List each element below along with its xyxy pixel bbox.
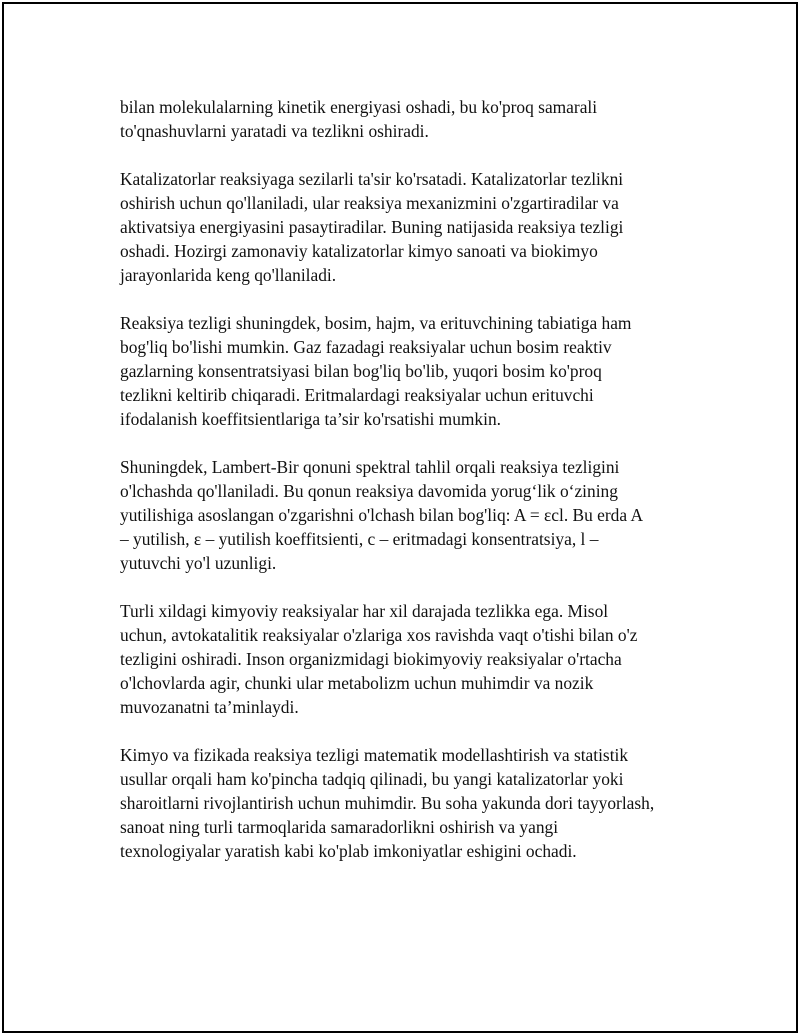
text-line: to'qnashuvlarni yaratadi va tezlikni oshiradi. bbox=[120, 121, 429, 141]
text-line: o'lchovlarda agir, chunki ular metabolizm uchun muhimdir va nozik bbox=[120, 673, 594, 693]
text-line: oshadi. Hozirgi zamonaviy katalizatorlar kimyo sanoati va biokimyo bbox=[120, 241, 598, 261]
paragraph-4 bbox=[120, 455, 710, 575]
text-line: yutilishiga asoslangan o'zgarishni o'lchash bilan bog'liq: A = εcl. Bu erda A bbox=[120, 505, 644, 525]
text-line: ifodalanish koeffitsientlariga ta’sir ko'rsatishi mumkin. bbox=[120, 409, 501, 429]
text-line: muvozanatni ta’minlaydi. bbox=[120, 697, 299, 717]
text-line: Shuningdek, Lambert-Bir qonuni spektral tahlil orqali reaksiya tezligini bbox=[120, 457, 620, 477]
text-line: sanoat ning turli tarmoqlarida samaradorlikni oshirish va yangi bbox=[120, 817, 559, 837]
paragraph-5 bbox=[120, 599, 710, 719]
text-line: Turli xildagi kimyoviy reaksiyalar har xil darajada tezlikka ega. Misol bbox=[120, 601, 609, 621]
paragraph-2 bbox=[120, 167, 710, 287]
text-line: Kimyo va fizikada reaksiya tezligi matematik modellashtirish va statistik bbox=[120, 745, 629, 765]
text-line: gazlarning konsentratsiyasi bilan bog'liq bo'lib, yuqori bosim ko'proq bbox=[120, 361, 602, 381]
text-line: Katalizatorlar reaksiyaga sezilarli ta'sir ko'rsatadi. Katalizatorlar tezlikni bbox=[120, 169, 624, 189]
text-line: bilan molekulalarning kinetik energiyasi oshadi, bu ko'proq samarali bbox=[120, 97, 598, 117]
text-line: bog'liq bo'lishi mumkin. Gaz fazadagi reaksiyalar uchun bosim reaktiv bbox=[120, 337, 612, 357]
text-line: tezligini oshiradi. Inson organizmidagi biokimyoviy reaksiyalar o'rtacha bbox=[120, 649, 622, 669]
text-line: oshirish uchun qo'llaniladi, ular reaksiya mexanizmini o'zgartiradilar va bbox=[120, 193, 619, 213]
text-line: jarayonlarida keng qo'llaniladi. bbox=[120, 265, 337, 285]
paragraph-3 bbox=[120, 311, 710, 431]
text-line: tezlikni keltirib chiqaradi. Eritmalardagi reaksiyalar uchun erituvchi bbox=[120, 385, 594, 405]
document-body bbox=[120, 95, 710, 887]
paragraph-6 bbox=[120, 743, 710, 863]
text-line: usullar orqali ham ko'pincha tadqiq qilinadi, bu yangi katalizatorlar yoki bbox=[120, 769, 624, 789]
document-page bbox=[2, 2, 798, 1033]
text-line: uchun, avtokatalitik reaksiyalar o'zlariga xos ravishda vaqt o'tishi bilan o'z bbox=[120, 625, 638, 645]
text-line: yutuvchi yo'l uzunligi. bbox=[120, 553, 277, 573]
text-line: – yutilish, ε – yutilish koeffitsienti, c – eritmadagi konsentratsiya, l – bbox=[120, 529, 599, 549]
text-line: o'lchashda qo'llaniladi. Bu qonun reaksiya davomida yorug‘lik o‘zining bbox=[120, 481, 618, 501]
text-line: aktivatsiya energiyasini pasaytiradilar. Buning natijasida reaksiya tezligi bbox=[120, 217, 624, 237]
text-line: texnologiyalar yaratish kabi ko'plab imkoniyatlar eshigini ochadi. bbox=[120, 841, 577, 861]
text-line: Reaksiya tezligi shuningdek, bosim, hajm, va erituvchining tabiatiga ham bbox=[120, 313, 632, 333]
text-line: sharoitlarni rivojlantirish uchun muhimdir. Bu soha yakunda dori tayyorlash, bbox=[120, 793, 655, 813]
paragraph-1 bbox=[120, 95, 710, 143]
